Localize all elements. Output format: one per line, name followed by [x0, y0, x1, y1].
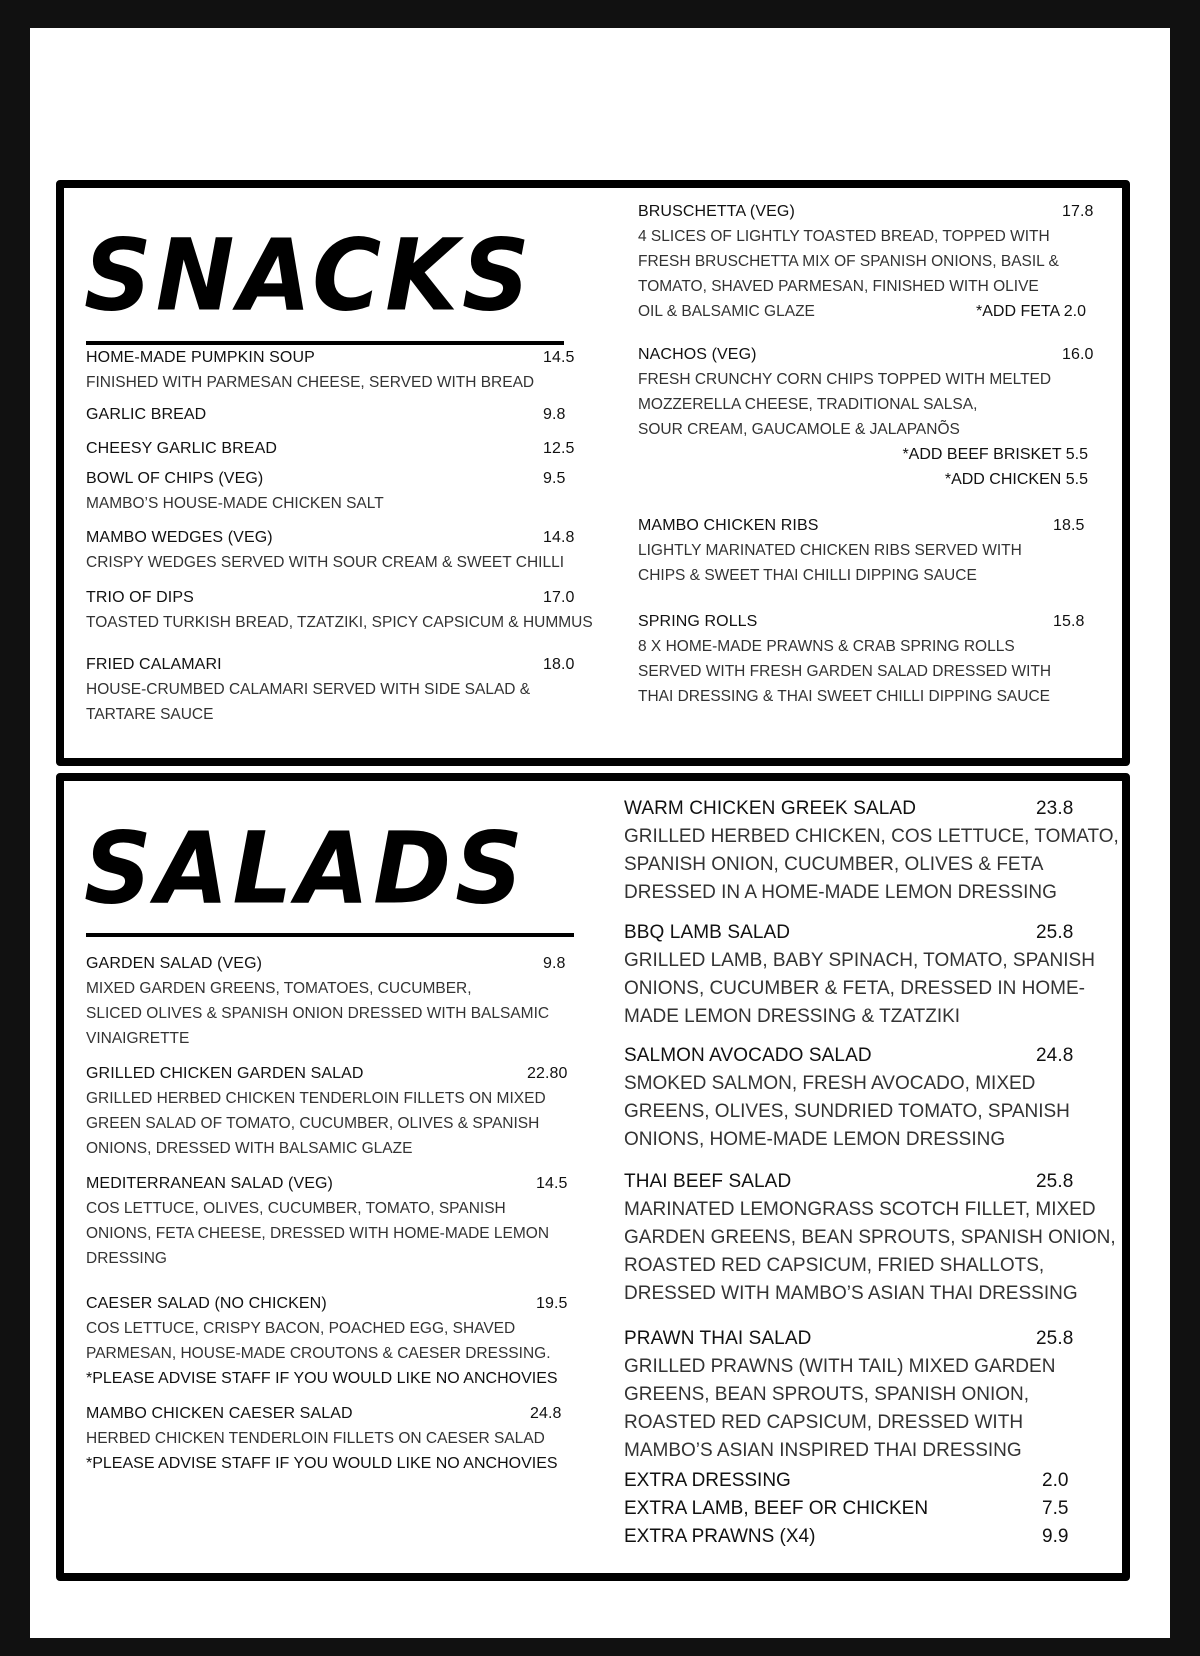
item-name: BBQ LAMB SALAD [624, 922, 791, 943]
item-description: ONIONS, FETA CHEESE, DRESSED WITH HOME-MADE LEMON [86, 1225, 550, 1242]
item-description: TARTARE SAUCE [86, 706, 214, 723]
item-price: 22.80 [527, 1065, 568, 1082]
item-name: SALMON AVOCADO SALAD [624, 1045, 872, 1066]
item-description: SERVED WITH FRESH GARDEN SALAD DRESSED WITH [638, 663, 1052, 680]
menu-item [86, 586, 593, 635]
item-description: MOZZERELLA CHEESE, TRADITIONAL SALSA, [638, 396, 978, 413]
item-price: 12.5 [543, 440, 575, 457]
menu-item [624, 1325, 1099, 1465]
item-description: DRESSING [86, 1250, 167, 1267]
item-price: 23.8 [1036, 798, 1074, 819]
item-addon: *ADD CHICKEN 5.5 [944, 471, 1088, 488]
item-description: GRILLED HERBED CHICKEN, COS LETTUCE, TOMATO, [624, 826, 1119, 847]
item-description: GREENS, OLIVES, SUNDRIED TOMATO, SPANISH [624, 1101, 1070, 1122]
item-description: GRILLED LAMB, BABY SPINACH, TOMATO, SPANISH [624, 950, 1095, 971]
item-name: BOWL OF CHIPS (VEG) [86, 470, 264, 487]
item-description: LIGHTLY MARINATED CHICKEN RIBS SERVED WITH [638, 542, 1022, 559]
item-description: MARINATED LEMONGRASS SCOTCH FILLET, MIXED [624, 1199, 1096, 1220]
item-description: GARDEN GREENS, BEAN SPROUTS, SPANISH ONION, [624, 1227, 1116, 1248]
item-name: CAESER SALAD (NO CHICKEN) [86, 1295, 327, 1312]
menu-item [624, 1042, 1099, 1154]
item-description: HOUSE-CRUMBED CALAMARI SERVED WITH SIDE SALAD & [86, 681, 531, 698]
item-description: ROASTED RED CAPSICUM, DRESSED WITH [624, 1412, 1024, 1433]
item-name: PRAWN THAI SALAD [624, 1328, 812, 1349]
extra-row [624, 1523, 1084, 1551]
item-price: 16.0 [1062, 346, 1094, 363]
item-name: GRILLED CHICKEN GARDEN SALAD [86, 1065, 364, 1082]
menu-item [86, 952, 581, 1051]
item-price: 9.8 [543, 406, 566, 423]
item-price: 18.0 [543, 656, 575, 673]
menu-item [86, 1292, 581, 1391]
item-name: NACHOS (VEG) [638, 346, 757, 363]
item-description: GRILLED PRAWNS (WITH TAIL) MIXED GARDEN [624, 1356, 1056, 1377]
item-price: 25.8 [1036, 1328, 1074, 1349]
item-description: MAMBO’S ASIAN INSPIRED THAI DRESSING [624, 1440, 1022, 1461]
extra-row [624, 1467, 1084, 1495]
menu-item [86, 653, 581, 727]
item-description: ONIONS, DRESSED WITH BALSAMIC GLAZE [86, 1140, 413, 1157]
item-description: THAI DRESSING & THAI SWEET CHILLI DIPPING SAUCE [638, 688, 1050, 705]
menu-item [624, 1168, 1116, 1308]
item-price: 17.8 [1062, 203, 1094, 220]
item-description: CHIPS & SWEET THAI CHILLI DIPPING SAUCE [638, 567, 977, 584]
item-description: SPANISH ONION, CUCUMBER, OLIVES & FETA [624, 854, 1044, 875]
extra-name: EXTRA LAMB, BEEF OR CHICKEN [624, 1498, 929, 1519]
item-description: 4 SLICES OF LIGHTLY TOASTED BREAD, TOPPED WITH [638, 228, 1050, 245]
item-description: ROASTED RED CAPSICUM, FRIED SHALLOTS, [624, 1255, 1045, 1276]
extra-price: 9.9 [1042, 1526, 1069, 1547]
item-name: GARDEN SALAD (VEG) [86, 955, 263, 972]
menu-item [638, 200, 1098, 324]
snacks-title: SNACKS [84, 219, 534, 334]
item-price: 14.8 [543, 529, 575, 546]
item-description: GRILLED HERBED CHICKEN TENDERLOIN FILLETS ON MIXED [86, 1090, 546, 1107]
menu-item [86, 467, 581, 516]
item-price: 9.5 [543, 470, 566, 487]
item-name: MAMBO WEDGES (VEG) [86, 529, 273, 546]
salads-title-rule [86, 933, 574, 937]
item-price: 25.8 [1036, 1171, 1074, 1192]
item-description: PARMESAN, HOUSE-MADE CROUTONS & CAESER DRESSING. [86, 1345, 551, 1362]
item-price: 25.8 [1036, 922, 1074, 943]
item-name: MAMBO CHICKEN RIBS [638, 517, 819, 534]
item-description: TOASTED TURKISH BREAD, TZATZIKI, SPICY CAPSICUM & HUMMUS [86, 614, 593, 631]
item-description: FRESH CRUNCHY CORN CHIPS TOPPED WITH MELTED [638, 371, 1052, 388]
item-description: ONIONS, HOME-MADE LEMON DRESSING [624, 1129, 1006, 1150]
menu-item [86, 346, 581, 395]
item-note: *PLEASE ADVISE STAFF IF YOU WOULD LIKE NO ANCHOVIES [86, 1455, 558, 1472]
item-description: GREENS, BEAN SPROUTS, SPANISH ONION, [624, 1384, 1030, 1405]
item-name: GARLIC BREAD [86, 406, 207, 423]
snacks-panel [56, 180, 1130, 766]
menu-item [638, 343, 1098, 492]
item-description: COS LETTUCE, CRISPY BACON, POACHED EGG, SHAVED [86, 1320, 516, 1337]
item-name: MEDITERRANEAN SALAD (VEG) [86, 1175, 333, 1192]
item-note: *PLEASE ADVISE STAFF IF YOU WOULD LIKE NO ANCHOVIES [86, 1370, 558, 1387]
item-description: ONIONS, CUCUMBER & FETA, DRESSED IN HOME- [624, 978, 1085, 999]
extra-name: EXTRA DRESSING [624, 1470, 791, 1491]
menu-page [30, 28, 1170, 1638]
menu-item [86, 1062, 581, 1161]
item-price: 9.8 [543, 955, 566, 972]
item-description: SOUR CREAM, GAUCAMOLE & JALAPANÕS [638, 421, 960, 438]
item-name: THAI BEEF SALAD [624, 1171, 792, 1192]
item-name: WARM CHICKEN GREEK SALAD [624, 798, 917, 819]
menu-item [638, 514, 1098, 588]
item-description: VINAIGRETTE [86, 1030, 190, 1047]
item-price: 18.5 [1053, 517, 1085, 534]
item-description: MAMBO’S HOUSE-MADE CHICKEN SALT [86, 495, 384, 512]
item-description: DRESSED WITH MAMBO’S ASIAN THAI DRESSING [624, 1283, 1078, 1304]
item-addon: *ADD FETA 2.0 [976, 303, 1086, 320]
item-addon: *ADD BEEF BRISKET 5.5 [902, 446, 1088, 463]
item-description: FRESH BRUSCHETTA MIX OF SPANISH ONIONS, BASIL & [638, 253, 1059, 270]
extra-price: 2.0 [1042, 1470, 1069, 1491]
item-description: CRISPY WEDGES SERVED WITH SOUR CREAM & SWEET CHILLI [86, 554, 565, 571]
item-description: MADE LEMON DRESSING & TZATZIKI [624, 1006, 961, 1027]
extra-row [624, 1495, 1084, 1523]
salads-title: SALADS [84, 812, 527, 927]
snacks-title-rule [86, 341, 564, 345]
extra-name: EXTRA PRAWNS (X4) [624, 1526, 816, 1547]
item-description: MIXED GARDEN GREENS, TOMATOES, CUCUMBER, [86, 980, 472, 997]
item-description: 8 X HOME-MADE PRAWNS & CRAB SPRING ROLLS [638, 638, 1015, 655]
item-description: SLICED OLIVES & SPANISH ONION DRESSED WITH BALSAMIC [86, 1005, 550, 1022]
item-price: 17.0 [543, 589, 575, 606]
item-name: BRUSCHETTA (VEG) [638, 203, 795, 220]
item-description: DRESSED IN A HOME-MADE LEMON DRESSING [624, 882, 1057, 903]
item-price: 14.5 [536, 1175, 568, 1192]
item-name: TRIO OF DIPS [86, 589, 194, 606]
item-description: SMOKED SALMON, FRESH AVOCADO, MIXED [624, 1073, 1036, 1094]
menu-item [624, 795, 1119, 907]
menu-item [86, 1172, 581, 1271]
item-name: SPRING ROLLS [638, 613, 758, 630]
item-description: FINISHED WITH PARMESAN CHEESE, SERVED WITH BREAD [86, 374, 535, 391]
item-description: TOMATO, SHAVED PARMESAN, FINISHED WITH OLIVE [638, 278, 1039, 295]
item-price: 15.8 [1053, 613, 1085, 630]
item-description: OIL & BALSAMIC GLAZE [638, 303, 815, 320]
item-name: HOME-MADE PUMPKIN SOUP [86, 349, 315, 366]
menu-item [86, 526, 581, 575]
item-name: CHEESY GARLIC BREAD [86, 440, 277, 457]
menu-item [86, 403, 581, 427]
item-description: HERBED CHICKEN TENDERLOIN FILLETS ON CAESER SALAD [86, 1430, 545, 1447]
menu-item [624, 919, 1099, 1031]
item-name: FRIED CALAMARI [86, 656, 222, 673]
item-description: COS LETTUCE, OLIVES, CUCUMBER, TOMATO, SPANISH [86, 1200, 506, 1217]
extra-price: 7.5 [1042, 1498, 1069, 1519]
item-price: 24.8 [1036, 1045, 1074, 1066]
salads-panel [56, 773, 1130, 1581]
menu-item [86, 437, 581, 461]
item-price: 24.8 [530, 1405, 562, 1422]
item-description: GREEN SALAD OF TOMATO, CUCUMBER, OLIVES & SPANISH [86, 1115, 540, 1132]
item-price: 14.5 [543, 349, 575, 366]
menu-item [86, 1402, 581, 1476]
menu-item [638, 610, 1098, 709]
item-name: MAMBO CHICKEN CAESER SALAD [86, 1405, 353, 1422]
item-price: 19.5 [536, 1295, 568, 1312]
